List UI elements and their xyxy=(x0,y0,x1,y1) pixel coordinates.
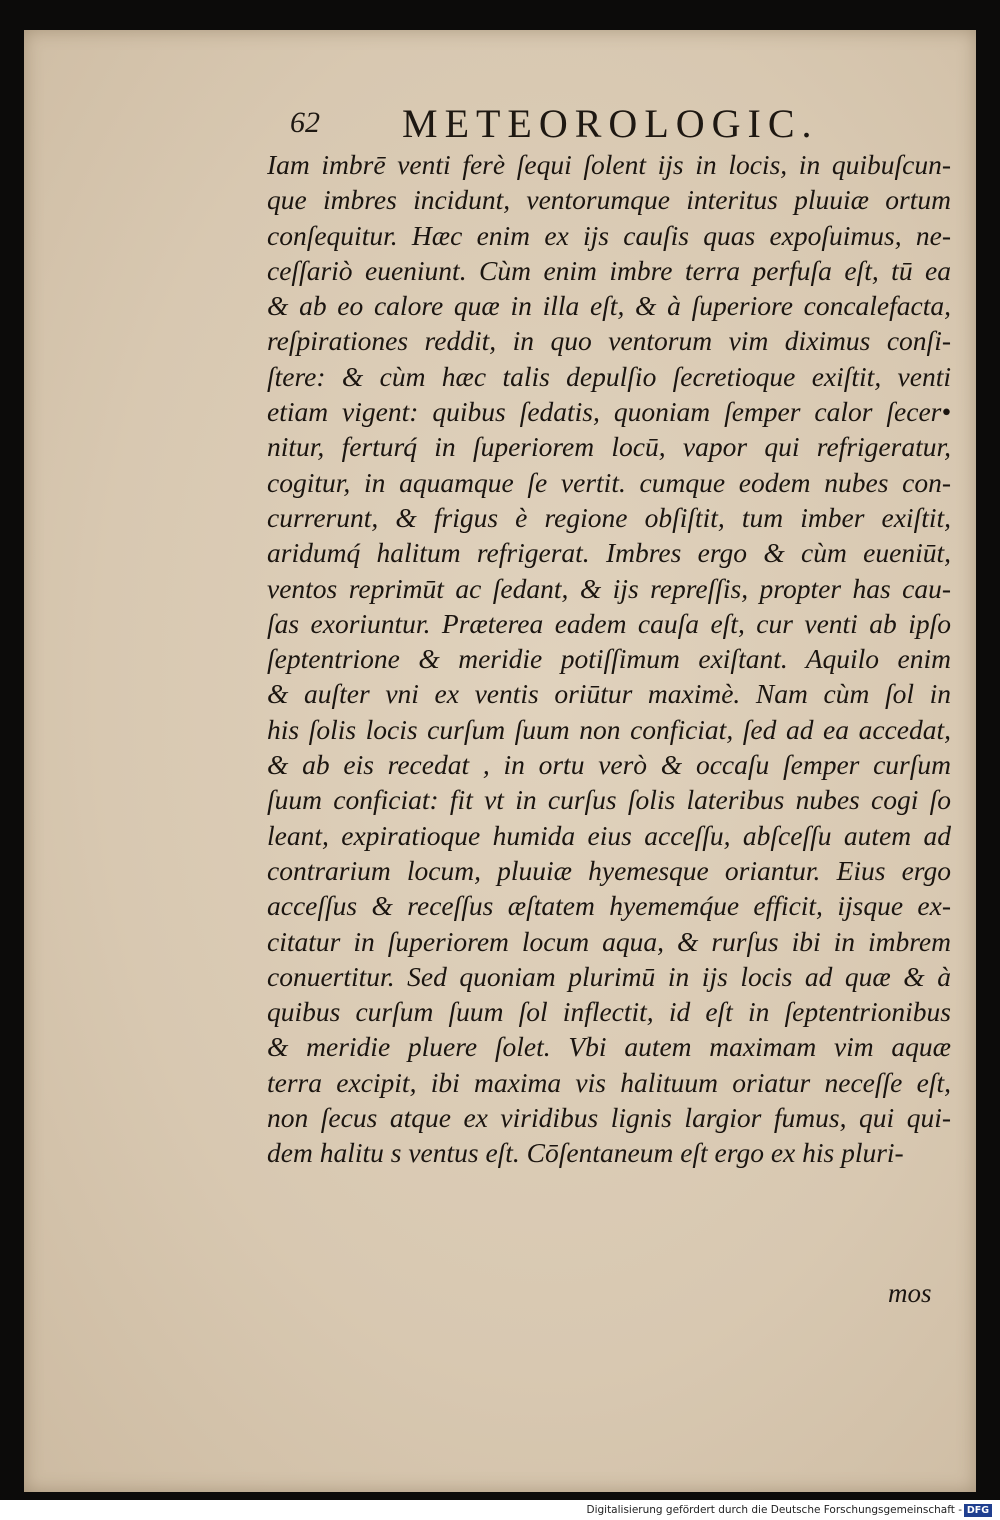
text-line: contrarium locum, pluuiæ hyemesque oriantur. Eius ergo xyxy=(267,854,951,886)
catchword: mos xyxy=(888,1278,932,1308)
text-line: leant, expiratioque humida eius acceſſu, abſceſſu autem ad xyxy=(267,819,951,851)
text-line: nitur, ferturq́ in ſuperiorem locū, vapor qui refrigeratur, xyxy=(267,431,951,463)
text-line: Iam imbrē venti ferè ſequi ſolent ijs in locis, in quibuſcun- xyxy=(267,149,951,180)
text-line: & ab eis recedat , in ortu verò & occaſu ſemper curſum xyxy=(267,749,951,781)
digitization-credit: Digitalisierung gefördert durch die Deutsche Forschungsgemeinschaft - xyxy=(586,1504,962,1516)
book-page xyxy=(24,30,976,1492)
text-line: acceſſus & receſſus æſtatem hyememq́ue efficit, ijsque ex- xyxy=(267,890,951,922)
text-line: que imbres incidunt, ventorumque interitus pluuiæ ortum xyxy=(267,184,951,216)
text-line: & ab eo calore quæ in illa eſt, & à ſuperiore concalefacta, xyxy=(267,290,951,322)
running-title: METEOROLOGIC. xyxy=(402,101,819,146)
text-line: reſpirationes reddit, in quo ventorum vim diximus conſi- xyxy=(267,325,951,357)
body-text xyxy=(267,147,951,1171)
text-line: etiam vigent: quibus ſedatis, quoniam ſemper calor ſecer• xyxy=(267,396,951,428)
page-header xyxy=(290,100,890,148)
text-line: currerunt, & frigus è regione obſiſtit, tum imber exiſtit, xyxy=(267,501,951,533)
text-line: ſuum conficiat: fit vt in curſus ſolis lateribus nubes cogi ſo xyxy=(267,784,951,816)
text-line: his ſolis locis curſum ſuum non conficiat, ſed ad ea accedat, xyxy=(267,713,951,745)
page-number: 62 xyxy=(290,106,320,139)
text-line: conuertitur. Sed quoniam plurimū in ijs locis ad quæ & à xyxy=(267,960,951,992)
text-line: terra excipit, ibi maxima vis halituum oriatur neceſſe eſt, xyxy=(267,1066,951,1098)
text-line: quibus curſum ſuum ſol inflectit, id eſt in ſeptentrionibus xyxy=(267,996,951,1028)
text-line: aridumq́ halitum refrigerat. Imbres ergo & cùm eueniūt, xyxy=(267,537,951,569)
text-line: citatur in ſuperiorem locum aqua, & rurſus ibi in imbrem xyxy=(267,925,951,957)
text-line: ventos reprimūt ac ſedant, & ijs repreſſis, propter has cau- xyxy=(267,572,951,604)
text-line: & meridie pluere ſolet. Vbi autem maximam vim aquæ xyxy=(267,1031,951,1063)
text-line: & auſter vni ex ventis oriūtur maximè. Nam cùm ſol in xyxy=(267,678,951,710)
text-line: conſequitur. Hæc enim ex ijs cauſis quas expoſuimus, ne- xyxy=(267,219,951,251)
text-line: ſtere: & cùm hæc talis depulſio ſecretioque exiſtit, venti xyxy=(267,360,951,392)
text-line: non ſecus atque ex viridibus lignis largior fumus, qui qui- xyxy=(267,1102,951,1134)
dfg-logo: DFG xyxy=(964,1504,992,1517)
text-line: cogitur, in aquamque ſe vertit. cumque eodem nubes con- xyxy=(267,466,951,498)
text-line: ſas exoriuntur. Præterea eadem cauſa eſt, cur venti ab ipſo xyxy=(267,607,951,639)
text-line: ſeptentrione & meridie potiſſimum exiſtant. Aquilo enim xyxy=(267,643,951,675)
text-line: ceſſariò eueniunt. Cùm enim imbre terra perfuſa eſt, tū ea xyxy=(267,254,951,286)
text-line: dem halitu s ventus eſt. Cōſentaneum eſt ergo ex his pluri- xyxy=(267,1137,904,1169)
